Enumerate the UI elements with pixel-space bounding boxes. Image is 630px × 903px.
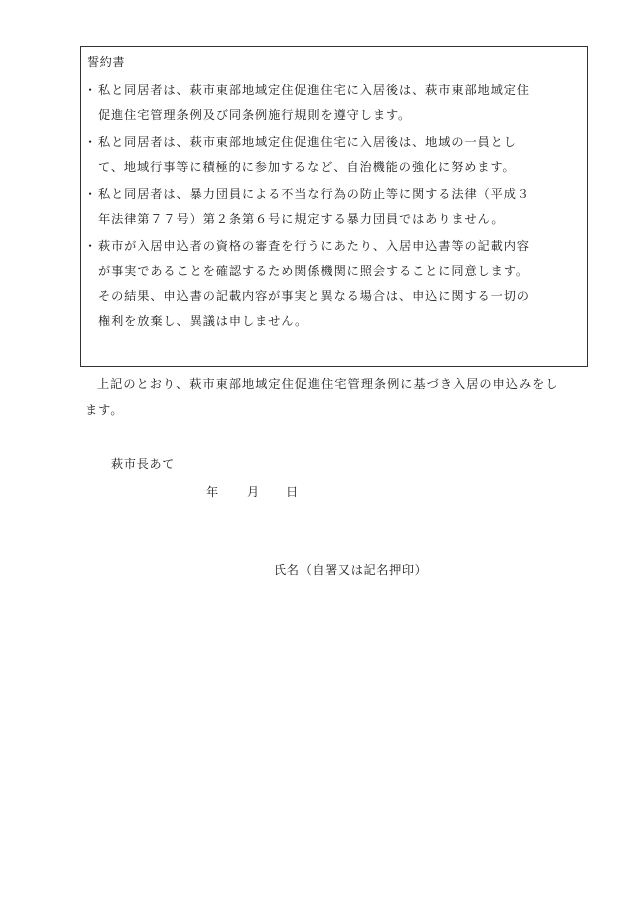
date-month-label: 月 (247, 485, 260, 499)
pledge-box (80, 46, 588, 367)
pledge-item-line: 促進住宅管理条例及び同条例施行規則を遵守します。 (98, 108, 412, 122)
pledge-item-line: 萩市が入居申込者の資格の審査を行うにあたり、入居申込書等の記載内容 (98, 239, 530, 253)
pledge-item-line: 私と同居者は、萩市東部地域定住促進住宅に入居後は、地域の一員とし (98, 135, 517, 149)
date-day-label: 日 (286, 485, 299, 499)
pledge-item-line: 私と同居者は、萩市東部地域定住促進住宅に入居後は、萩市東部地域定住 (98, 83, 530, 97)
date-year-label: 年 (206, 485, 219, 499)
signature-label: 氏名（自署又は記名押印） (274, 563, 428, 577)
pledge-item-line: 権利を放棄し、異議は申しません。 (98, 314, 309, 328)
bullet-mark: ・ (84, 83, 97, 97)
pledge-title: 誓約書 (87, 55, 126, 69)
pledge-item-line: 私と同居者は、暴力団員による不当な行為の防止等に関する法律（平成３ (98, 187, 530, 201)
pledge-item-line: て、地域行事等に積極的に参加するなど、自治機能の強化に努めます。 (98, 160, 516, 174)
bullet-mark: ・ (84, 135, 97, 149)
pledge-item-line: が事実であることを確認するため関係機関に照会することに同意します。 (98, 264, 529, 278)
bullet-mark: ・ (84, 187, 97, 201)
bullet-mark: ・ (84, 239, 97, 253)
pledge-item-line: その結果、申込書の記載内容が事実と異なる場合は、申込に関する一切の (98, 289, 530, 303)
addressee: 萩市長あて (111, 457, 175, 471)
statement-line-1: 上記のとおり、萩市東部地域定住促進住宅管理条例に基づき入居の申込みをし (97, 377, 559, 391)
statement-line-2: ます。 (85, 403, 124, 417)
pledge-item-line: 年法律第７７号）第２条第６号に規定する暴力団員ではありません。 (98, 212, 505, 226)
